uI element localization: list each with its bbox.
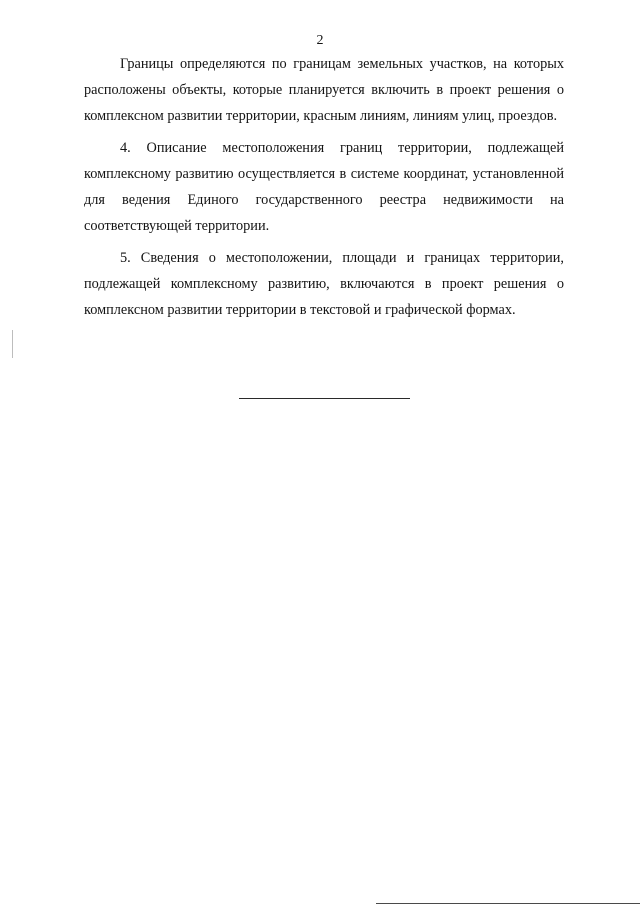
paragraph-boundaries: Границы определяются по границам земельных участков, на которых расположены объекты, которые планируется включить в проект решения о комплексном развитии территории, красным линиям, линиям улиц, проездов. <box>84 56 564 124</box>
document-body <box>84 51 564 329</box>
scan-artifact-left <box>12 330 13 358</box>
paragraph-4-location-description: 4. Описание местоположения границ территории, подлежащей комплексному развитию осуществляется в системе координат, установленной для ведения Единого государственного реестра недвижимости на соответствующей территории. <box>84 140 564 234</box>
paragraph-5-territory-information: 5. Сведения о местоположении, площади и границах территории, подлежащей комплексному развитию, включаются в проект решения о комплексном развитии территории в текстовой и графической формах. <box>84 250 564 318</box>
scan-artifact-bottom <box>376 903 640 904</box>
page-number: 2 <box>316 33 324 48</box>
end-of-text-rule <box>239 398 410 399</box>
